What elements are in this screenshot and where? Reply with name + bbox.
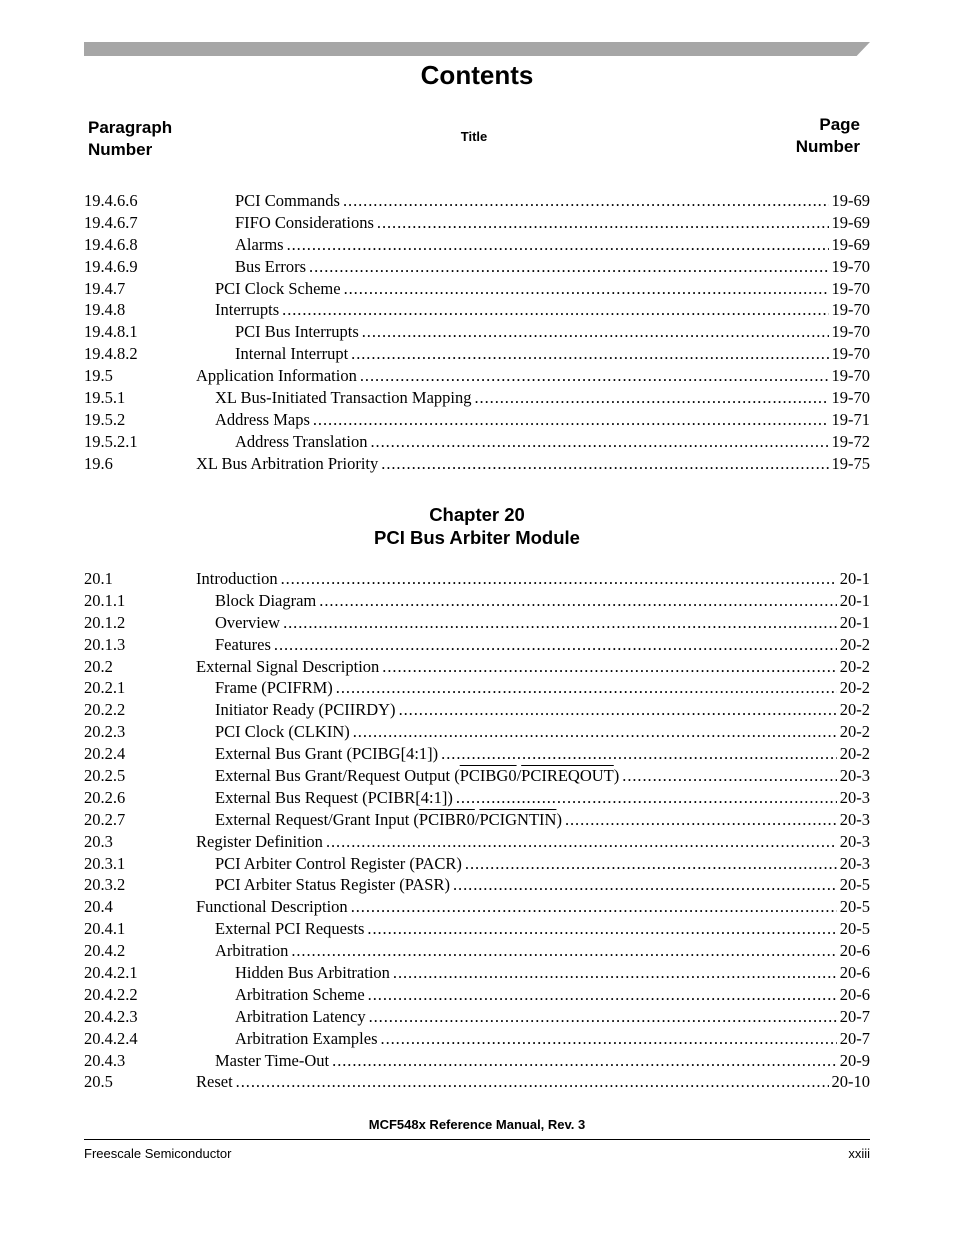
- toc-entry[interactable]: [84, 634, 870, 656]
- toc-entry-page: 20-6: [839, 984, 870, 1004]
- toc-entry-number: 20.4: [84, 897, 113, 917]
- toc-entry-label: Bus Errors: [235, 256, 307, 276]
- toc-entry[interactable]: [84, 677, 870, 699]
- toc-entry-number: 20.4.2: [84, 941, 126, 961]
- toc-entry-title-area: [196, 278, 870, 300]
- toc-entry[interactable]: [84, 962, 870, 984]
- toc-entry-title-area: [196, 1050, 870, 1072]
- toc-entry-title-area: [196, 1071, 870, 1093]
- toc-entry-number: 19.4.6.7: [84, 212, 138, 232]
- dot-leader: [370, 431, 828, 453]
- toc-entry-number: 20.1.1: [84, 590, 126, 610]
- toc-entry[interactable]: [84, 343, 870, 365]
- dot-leader: [453, 874, 837, 896]
- page-heading-line1: Page: [819, 115, 860, 134]
- toc-entry[interactable]: [84, 896, 870, 918]
- toc-entry-label: Address Translation: [235, 431, 368, 451]
- toc-entry-page: 20-2: [839, 634, 870, 654]
- toc-entry-page: 19-70: [831, 322, 870, 342]
- chapter-number: Chapter 20: [429, 504, 525, 525]
- footer-divider: [84, 1139, 870, 1140]
- toc-entry-label: Address Maps: [215, 409, 310, 429]
- page-number-heading: [796, 114, 860, 158]
- toc-entry[interactable]: [84, 787, 870, 809]
- dot-leader: [368, 984, 837, 1006]
- toc-entry-label: Overview: [215, 612, 281, 632]
- toc-entry[interactable]: [84, 984, 870, 1006]
- toc-entry-label-tail: ): [613, 766, 620, 786]
- toc-entry-page: 19-69: [831, 191, 870, 210]
- toc-entry-title-area: [196, 431, 870, 453]
- dot-leader: [360, 365, 829, 387]
- footer-manual-title: MCF548x Reference Manual, Rev. 3: [368, 1117, 586, 1132]
- toc-entry-title-area: [196, 1028, 870, 1050]
- toc-entry-number: 20.4.2.3: [84, 1006, 138, 1026]
- page-heading-line2: Number: [795, 137, 860, 156]
- toc-entry-number: 20.1.3: [84, 634, 126, 654]
- toc-entry-number: 19.4.7: [84, 278, 126, 298]
- toc-entry-label: PCI Bus Interrupts: [235, 322, 359, 342]
- toc-entry-page: 20-3: [839, 787, 870, 807]
- toc-entry-label: PCI Commands: [235, 191, 340, 210]
- toc-entry-label: FIFO Considerations: [235, 212, 374, 232]
- toc-entry-number: 19.4.6.8: [84, 234, 138, 254]
- toc-entry-title-area: [196, 299, 870, 321]
- dot-leader: [475, 387, 829, 409]
- dot-leader: [381, 453, 828, 475]
- dot-leader: [353, 721, 837, 743]
- toc-entry[interactable]: [84, 656, 870, 678]
- toc-entry[interactable]: [84, 853, 870, 875]
- dot-leader: [381, 1028, 837, 1050]
- toc-entry-title-area: [196, 343, 870, 365]
- toc-entry-page: 20-2: [839, 678, 870, 698]
- toc-entry[interactable]: [84, 234, 870, 256]
- toc-entry-title-area: [196, 874, 870, 896]
- toc-entry-title-area: [196, 409, 870, 431]
- toc-entry-page: 20-1: [839, 590, 870, 610]
- toc-entry[interactable]: [84, 831, 870, 853]
- toc-entry-title-area: [196, 699, 870, 721]
- dot-leader: [236, 1071, 829, 1093]
- dot-leader: [565, 809, 837, 831]
- dot-leader: [309, 256, 828, 278]
- toc-entry-number: 20.1.2: [84, 612, 126, 632]
- toc-entry-page: 20-2: [839, 744, 870, 764]
- toc-entry-label: [215, 809, 562, 831]
- toc-entry-number: 20.3.2: [84, 875, 126, 895]
- toc-entry-label: Master Time-Out: [215, 1050, 330, 1070]
- toc-entry-page: 20-9: [839, 1050, 870, 1070]
- toc-entry-number: 19.4.8: [84, 300, 126, 320]
- dot-leader: [283, 612, 837, 634]
- toc-entry-page: 20-1: [839, 569, 870, 588]
- toc-entry-title-area: [196, 1006, 870, 1028]
- toc-entry-page: 19-70: [831, 388, 870, 408]
- toc-entry-page: 20-3: [839, 853, 870, 873]
- dot-leader: [336, 677, 837, 699]
- toc-entry-number: 19.6: [84, 453, 113, 473]
- toc-entry-title-area: [196, 984, 870, 1006]
- toc-entry-page: 20-2: [839, 656, 870, 676]
- toc-entry[interactable]: [84, 190, 870, 212]
- toc-entry-label: Alarms: [235, 234, 284, 254]
- toc-entry[interactable]: [84, 918, 870, 940]
- toc-entry-label: XL Bus Arbitration Priority: [196, 453, 379, 473]
- toc-entry-page: 20-3: [839, 831, 870, 851]
- toc-entry-label: PCI Clock (CLKIN): [215, 722, 350, 742]
- toc-entry-number: 19.5.1: [84, 388, 126, 408]
- toc-section-20: [84, 568, 870, 1093]
- toc-entry-page: 20-3: [839, 809, 870, 829]
- toc-entry[interactable]: [84, 743, 870, 765]
- dot-leader: [393, 962, 837, 984]
- toc-entry-label-separator: /: [516, 766, 522, 786]
- dot-leader: [343, 190, 829, 212]
- toc-entry-page: 20-10: [831, 1072, 870, 1092]
- toc-entry[interactable]: [84, 699, 870, 721]
- toc-entry-label-separator: /: [474, 809, 480, 829]
- toc-entry-number: 19.4.6.9: [84, 256, 138, 276]
- toc-entry[interactable]: [84, 431, 870, 453]
- toc-entry-number: 20.2.6: [84, 787, 126, 807]
- toc-entry-title-area: [196, 365, 870, 387]
- toc-entry-page: 20-2: [839, 700, 870, 720]
- toc-entry-title-area: [196, 212, 870, 234]
- toc-entry-number: 20.5: [84, 1072, 113, 1092]
- toc-entry-title-area: [196, 634, 870, 656]
- toc-entry-label: Functional Description: [196, 897, 348, 917]
- toc-entry-number: 20.3.1: [84, 853, 126, 873]
- toc-entry[interactable]: [84, 1071, 870, 1093]
- toc-entry-page: 20-6: [839, 941, 870, 961]
- toc-entry-number: 20.1: [84, 569, 113, 588]
- toc-entry-page: 20-5: [839, 875, 870, 895]
- toc-entry[interactable]: [84, 568, 870, 590]
- toc-entry-title-area: [196, 612, 870, 634]
- toc-entry-title-area: [196, 918, 870, 940]
- dot-leader: [319, 590, 836, 612]
- toc-entry-number: 20.4.3: [84, 1050, 126, 1070]
- dot-leader: [441, 743, 837, 765]
- dot-leader: [326, 831, 837, 853]
- paragraph-heading-line2: Number: [88, 140, 153, 159]
- signal-name-overline: PCIGNTIN: [479, 809, 557, 829]
- toc-entry-label: Arbitration Latency: [235, 1006, 366, 1026]
- toc-entry[interactable]: [84, 365, 870, 387]
- title-column-heading: Title: [460, 129, 488, 144]
- toc-entry-number: 20.2.5: [84, 766, 126, 786]
- toc-entry-page: 19-70: [831, 256, 870, 276]
- toc-entry-title-area: [196, 853, 870, 875]
- toc-entry-number: 20.3: [84, 831, 113, 851]
- toc-entry-title-area: [196, 787, 870, 809]
- toc-entry-title-area: [196, 321, 870, 343]
- toc-entry-label-tail: ): [556, 809, 562, 829]
- toc-entry-page: 19-70: [831, 366, 870, 386]
- dot-leader: [287, 234, 829, 256]
- toc-entry-page: 20-3: [839, 766, 870, 786]
- toc-entry-number: 19.4.6.6: [84, 191, 138, 210]
- toc-entry-label: External Signal Description: [196, 656, 380, 676]
- chapter-title: PCI Bus Arbiter Module: [374, 527, 580, 548]
- toc-entry-label: PCI Arbiter Control Register (PACR): [215, 853, 462, 873]
- toc-entry-page: 19-70: [831, 300, 870, 320]
- dot-leader: [362, 321, 829, 343]
- toc-entry-label-text: External Request/Grant Input (: [215, 809, 419, 829]
- toc-entry[interactable]: [84, 212, 870, 234]
- dot-leader: [465, 853, 837, 875]
- toc-section-19: [84, 190, 870, 475]
- dot-leader: [332, 1050, 837, 1072]
- toc-entry-label: PCI Clock Scheme: [215, 278, 341, 298]
- toc-entry-label: Initiator Ready (PCIIRDY): [215, 700, 396, 720]
- toc-entry-label: Register Definition: [196, 831, 323, 851]
- dot-leader: [399, 699, 837, 721]
- toc-entry-label: PCI Arbiter Status Register (PASR): [215, 875, 450, 895]
- toc-entry-number: 19.4.8.2: [84, 344, 138, 364]
- toc-entry[interactable]: [84, 256, 870, 278]
- toc-entry[interactable]: [84, 387, 870, 409]
- toc-entry-number: 20.4.2.1: [84, 963, 138, 983]
- dot-leader: [622, 765, 836, 787]
- dot-leader: [369, 1006, 837, 1028]
- toc-entry-page: 19-69: [831, 234, 870, 254]
- toc-entry-label: Reset: [196, 1072, 233, 1092]
- dot-leader: [344, 278, 829, 300]
- toc-entry-title-area: [196, 721, 870, 743]
- dot-leader: [281, 568, 837, 590]
- toc-entry-title-area: [196, 743, 870, 765]
- toc-entry-number: 20.2.4: [84, 744, 126, 764]
- toc-entry-number: 19.5.2: [84, 409, 126, 429]
- dot-leader: [351, 896, 837, 918]
- dot-leader: [351, 343, 828, 365]
- toc-entry-number: 19.5.2.1: [84, 431, 138, 451]
- toc-entry[interactable]: [84, 321, 870, 343]
- toc-entry-label: XL Bus-Initiated Transaction Mapping: [215, 388, 472, 408]
- toc-entry-page: 19-72: [831, 431, 870, 451]
- paragraph-heading-line1: Paragraph: [88, 118, 173, 137]
- toc-entry-number: 19.4.8.1: [84, 322, 138, 342]
- toc-entry-number: 20.4.2.2: [84, 984, 138, 1004]
- toc-entry-label: Application Information: [196, 366, 357, 386]
- toc-entry-label: Arbitration Examples: [235, 1028, 378, 1048]
- toc-entry[interactable]: [84, 1028, 870, 1050]
- chapter-heading: [0, 503, 954, 549]
- toc-entry-title-area: [196, 568, 870, 590]
- toc-entry-title-area: [196, 765, 870, 787]
- toc-entry-page: 19-69: [831, 212, 870, 232]
- toc-entry-page: 19-70: [831, 278, 870, 298]
- toc-entry-number: 19.5: [84, 366, 113, 386]
- toc-entry-label: Interrupts: [215, 300, 280, 320]
- toc-entry-number: 20.2.1: [84, 678, 126, 698]
- toc-entry-label: Features: [215, 634, 271, 654]
- toc-entry-page: 20-5: [839, 897, 870, 917]
- toc-entry-page: 20-7: [839, 1006, 870, 1026]
- toc-entry[interactable]: [84, 940, 870, 962]
- dot-leader: [367, 918, 836, 940]
- toc-entry-title-area: [196, 256, 870, 278]
- toc-entry-title-area: [196, 387, 870, 409]
- toc-entry[interactable]: [84, 612, 870, 634]
- toc-entry-title-area: [196, 962, 870, 984]
- dot-leader: [456, 787, 837, 809]
- toc-entry-number: 20.2: [84, 656, 113, 676]
- toc-entry-page: 20-6: [839, 963, 870, 983]
- toc-entry-title-area: [196, 234, 870, 256]
- toc-entry-label: Frame (PCIFRM): [215, 678, 333, 698]
- toc-entry[interactable]: [84, 278, 870, 300]
- toc-entry[interactable]: [84, 453, 870, 475]
- toc-entry-title-area: [196, 896, 870, 918]
- toc-entry[interactable]: [84, 1050, 870, 1072]
- dot-leader: [313, 409, 829, 431]
- toc-entry-title-area: [196, 809, 870, 831]
- toc-entry-label: [215, 765, 619, 787]
- toc-entry-number: 20.2.7: [84, 809, 126, 829]
- dot-leader: [291, 940, 836, 962]
- toc-entry-label: Arbitration Scheme: [235, 984, 365, 1004]
- toc-entry-title-area: [196, 590, 870, 612]
- toc-entry[interactable]: [84, 299, 870, 321]
- page-title: Contents: [420, 60, 534, 90]
- dot-leader: [382, 656, 836, 678]
- toc-entry-page: 20-7: [839, 1028, 870, 1048]
- toc-entry-page: 20-1: [839, 612, 870, 632]
- toc-entry-label: External PCI Requests: [215, 919, 365, 939]
- toc-entry-title-area: [196, 831, 870, 853]
- toc-entry-page: 19-75: [831, 453, 870, 473]
- footer-company: Freescale Semiconductor: [84, 1146, 232, 1161]
- toc-entry-label: Internal Interrupt: [235, 344, 349, 364]
- toc-entry-title-area: [196, 190, 870, 212]
- footer-page-number: xxiii: [848, 1146, 870, 1161]
- toc-entry-page: 20-2: [839, 722, 870, 742]
- toc-entry-page: 20-5: [839, 919, 870, 939]
- toc-entry[interactable]: [84, 1006, 870, 1028]
- dot-leader: [282, 299, 828, 321]
- toc-entry-number: 20.4.2.4: [84, 1028, 138, 1048]
- header-decorative-bar: [84, 42, 870, 56]
- dot-leader: [377, 212, 829, 234]
- toc-entry[interactable]: [84, 809, 870, 831]
- toc-entry-title-area: [196, 677, 870, 699]
- toc-entry-title-area: [196, 453, 870, 475]
- toc-entry-page: 19-71: [831, 409, 870, 429]
- toc-entry-label-text: External Bus Grant/Request Output (: [215, 766, 460, 786]
- signal-name-overline: PCIBG0: [459, 766, 517, 786]
- dot-leader: [274, 634, 837, 656]
- toc-entry-label: External Bus Grant (PCIBG[4:1]): [215, 744, 439, 764]
- toc-entry-label: External Bus Request (PCIBR[4:1]): [215, 787, 453, 807]
- toc-entry-title-area: [196, 656, 870, 678]
- toc-entry[interactable]: [84, 874, 870, 896]
- toc-entry[interactable]: [84, 409, 870, 431]
- toc-entry-label: Block Diagram: [215, 590, 317, 610]
- toc-entry-label: Arbitration: [215, 941, 289, 961]
- toc-entry[interactable]: [84, 765, 870, 787]
- toc-entry-label: Hidden Bus Arbitration: [235, 963, 390, 983]
- toc-entry-title-area: [196, 940, 870, 962]
- toc-entry-number: 20.2.2: [84, 700, 126, 720]
- toc-entry[interactable]: [84, 721, 870, 743]
- toc-entry-label: Introduction: [196, 569, 278, 588]
- toc-entry-page: 19-70: [831, 344, 870, 364]
- toc-entry-number: 20.2.3: [84, 722, 126, 742]
- toc-entry[interactable]: [84, 590, 870, 612]
- signal-name-overline: PCIREQOUT: [521, 766, 614, 786]
- toc-entry-number: 20.4.1: [84, 919, 126, 939]
- signal-name-overline: PCIBR0: [418, 809, 475, 829]
